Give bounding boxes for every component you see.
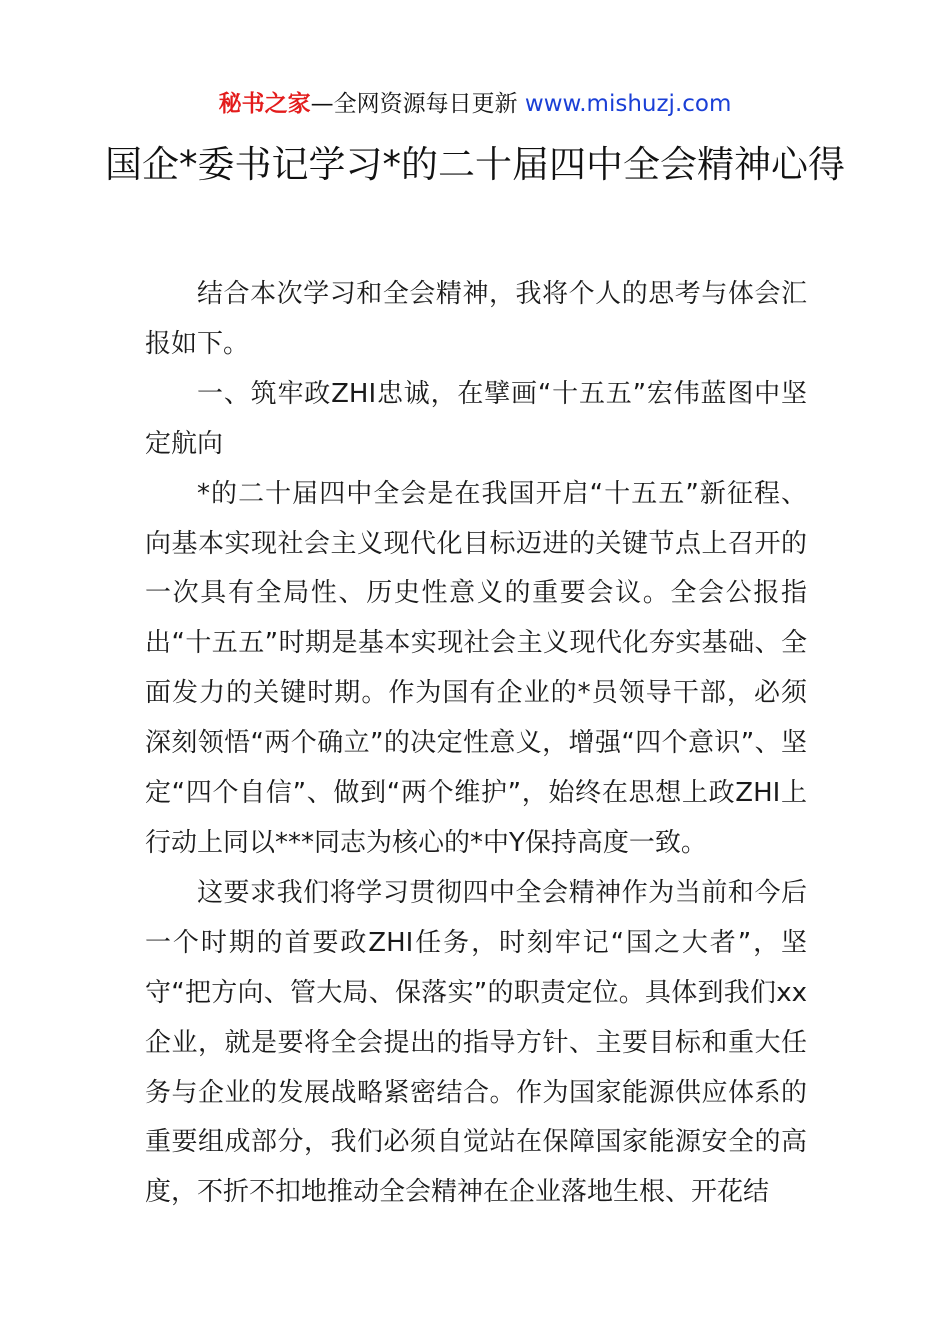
paragraph-requirements: 这要求我们将学习贯彻四中全会精神作为当前和今后一个时期的首要政ZHI任务，时刻牢记“国之大者”，坚守“把方向、管大局、保落实”的职责定位。具体到我们xx企业，就是要将全会提出的指导方针、主要目标和重大任务与企业的发展战略紧密结合。作为国家能源供应体系的重要组成部分，我们必须自觉站在保障国家能源安全的高度，不折不扣地推动全会精神在企业落地生根、开花结 [145, 877, 807, 1208]
site-brand: 秘书之家 [218, 91, 311, 117]
document-body [145, 270, 807, 1218]
paragraph-plenum: *的二十届四中全会是在我国开启“十五五”新征程、向基本实现社会主义现代化目标迈进的关键节点上召开的一次具有全局性、历史性意义的重要会议。全会公报指出“十五五”时期是基本实现社会主义现代化夯实基础、全面发力的关键时期。作为国有企业的*员领导干部，必须深刻领悟“两个确立”的决定性意义，增强“四个意识”、坚定“四个自信”、做到“两个维护”，始终在思想上政ZHI上行动上同以***同志为核心的*中Y保持高度一致。 [145, 478, 807, 858]
site-header [0, 86, 950, 122]
paragraph-intro: 结合本次学习和全会精神，我将个人的思考与体会汇报如下。 [145, 279, 807, 359]
document-title: 国企*委书记学习*的二十届四中全会精神心得 [105, 143, 845, 186]
section-heading-1: 一、筑牢政ZHI忠诚，在擘画“十五五”宏伟蓝图中坚定航向 [145, 378, 807, 459]
site-url-link[interactable]: www.mishuzj.com [524, 91, 732, 117]
site-tagline: —全网资源每日更新 [310, 91, 525, 117]
